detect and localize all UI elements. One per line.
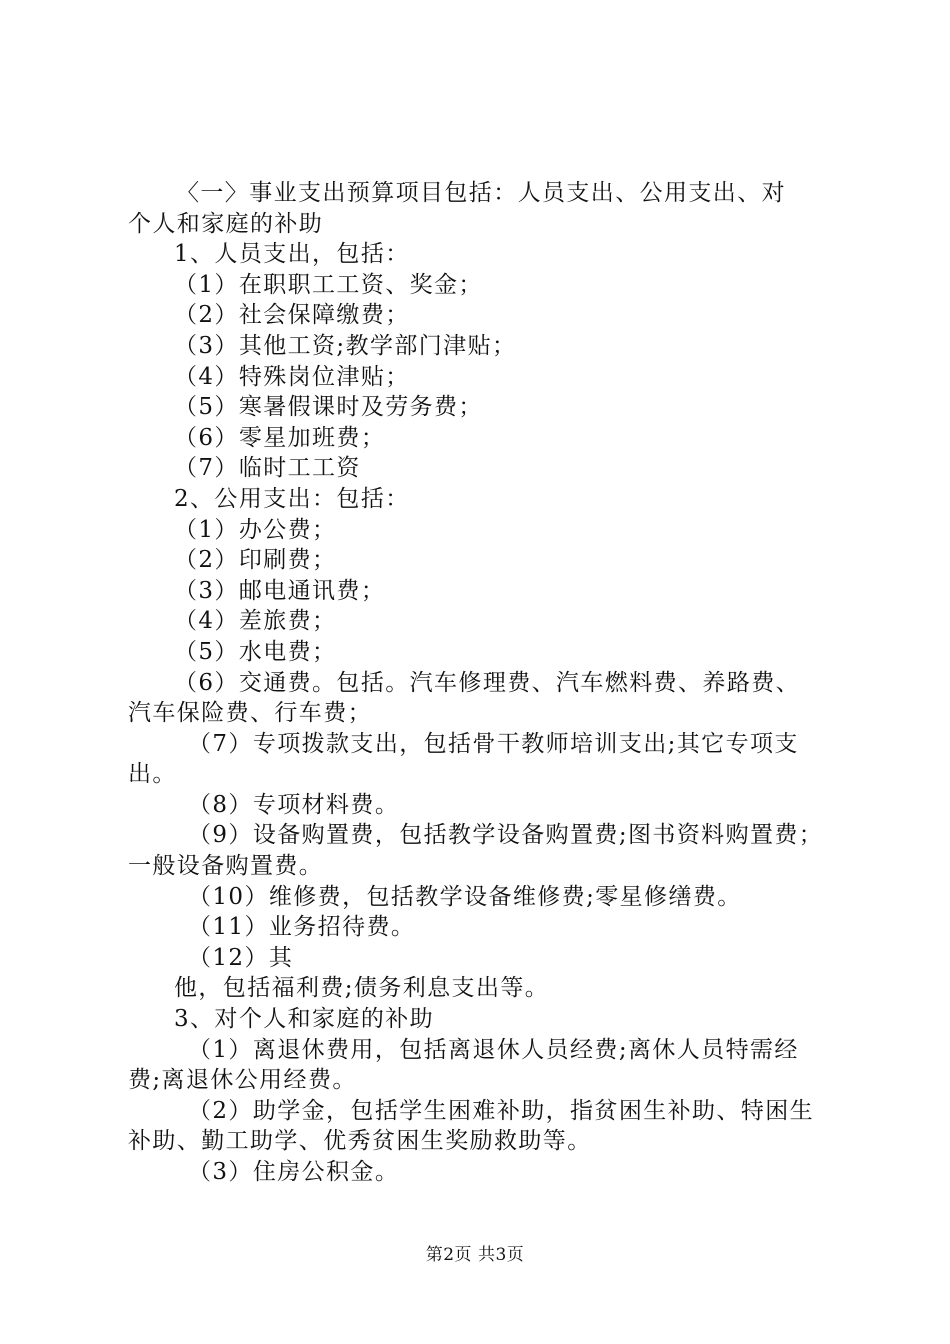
list-item: （6）交通费。包括。汽车修理费、汽车燃料费、养路费、 bbox=[174, 669, 801, 696]
list-item: （3）住房公积金。 bbox=[188, 1159, 400, 1185]
list-item: （12）其 bbox=[188, 944, 294, 971]
list-item: （5）寒暑假课时及劳务费； bbox=[174, 394, 483, 421]
section-heading: 3、对个人和家庭的补助 bbox=[174, 1006, 435, 1033]
list-item: （4）差旅费； bbox=[174, 608, 337, 635]
list-item-continuation: 一般设备购置费。 bbox=[128, 853, 324, 880]
list-item: （3）邮电通讯费； bbox=[174, 577, 386, 604]
list-item: （2）社会保障缴费； bbox=[174, 302, 410, 329]
list-item-continuation: 出。 bbox=[128, 761, 177, 788]
list-item: （2）印刷费； bbox=[174, 547, 337, 574]
list-item-continuation: 他，包括福利费;债务利息支出等。 bbox=[174, 975, 550, 1002]
text-line: 个人和家庭的补助 bbox=[128, 210, 324, 237]
list-item-continuation: 汽车保险费、行车费； bbox=[128, 700, 372, 727]
list-item: （2）助学金，包括学生困难补助，指贫困生补助、特困生 bbox=[188, 1097, 815, 1124]
list-item: （5）水电费； bbox=[174, 638, 337, 665]
list-item: （7）临时工工资 bbox=[174, 455, 361, 482]
text-line: 〈一〉事业支出预算项目包括：人员支出、公用支出、对 bbox=[176, 180, 786, 206]
list-item: （4）特殊岗位津贴； bbox=[174, 363, 410, 390]
list-item: （9）设备购置费，包括教学设备购置费;图书资料购置费； bbox=[188, 822, 824, 849]
list-item: （7）专项拨款支出，包括骨干教师培训支出;其它专项支 bbox=[188, 730, 799, 757]
list-item: （8）专项材料费。 bbox=[188, 791, 400, 818]
section-heading: 2、公用支出：包括： bbox=[174, 485, 410, 512]
list-item: （1）办公费； bbox=[174, 516, 337, 543]
document-body bbox=[128, 178, 833, 1188]
list-item: （1）离退休费用，包括离退休人员经费;离休人员特需经 bbox=[188, 1036, 799, 1063]
list-item: （3）其他工资;教学部门津贴； bbox=[174, 332, 517, 359]
list-item-continuation: 补助、勤工助学、优秀贫困生奖励救助等。 bbox=[128, 1128, 592, 1155]
list-item: （10）维修费，包括教学设备维修费;零星修缮费。 bbox=[188, 883, 742, 910]
page-number-footer: 第2页 共3页 bbox=[425, 1245, 525, 1265]
list-item: （1）在职职工工资、奖金； bbox=[174, 271, 483, 298]
list-item: （6）零星加班费； bbox=[174, 424, 386, 451]
list-item: （11）业务招待费。 bbox=[188, 914, 416, 941]
section-heading: 1、人员支出，包括： bbox=[174, 241, 410, 268]
list-item-continuation: 费;离退休公用经费。 bbox=[128, 1067, 357, 1094]
